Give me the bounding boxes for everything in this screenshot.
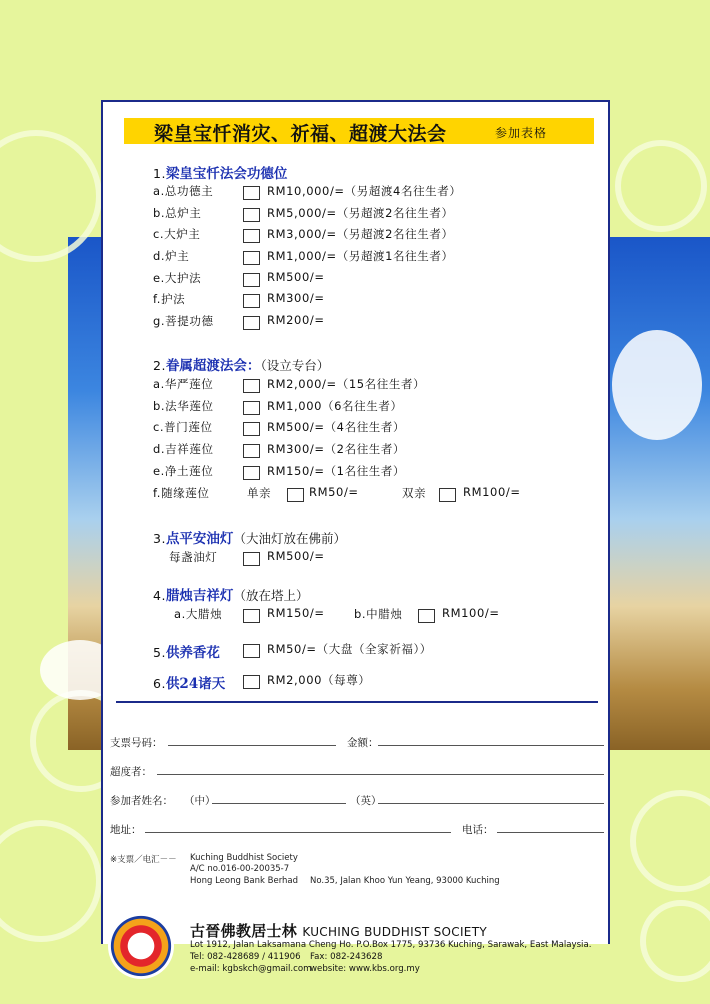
checkbox[interactable] xyxy=(243,552,260,566)
item-label: c.大炉主 xyxy=(153,227,201,241)
bank-name: Hong Leong Bank Berhad xyxy=(190,876,299,886)
chinese-name-field[interactable] xyxy=(212,803,346,804)
organization-website: website: www.kbs.org.my xyxy=(310,964,420,974)
swirl-decoration xyxy=(640,900,710,982)
section-5-heading: 5.供养香花 xyxy=(153,645,220,661)
item-price: RM150/=（1名往生者） xyxy=(267,464,406,478)
item-label: g.菩提功德 xyxy=(153,314,214,328)
english-name-label: （英） xyxy=(350,795,382,807)
checkbox[interactable] xyxy=(243,675,260,689)
phone-field[interactable] xyxy=(497,832,604,833)
item-price: RM3,000/=（另超渡2名往生者） xyxy=(267,227,454,241)
account-number: A/C no.016-00-20035-7 xyxy=(190,864,290,874)
item-price: RM2,000/=（15名往生者） xyxy=(267,377,426,391)
checkbox[interactable] xyxy=(243,273,260,287)
payee: Kuching Buddhist Society xyxy=(190,853,298,863)
item-label: b.法华莲位 xyxy=(153,399,214,413)
page-subtitle: 参加表格 xyxy=(495,126,548,140)
checkbox[interactable] xyxy=(243,294,260,308)
organization-tel: Tel: 082-428689 / 411906 xyxy=(190,952,301,962)
item-price: RM200/= xyxy=(267,313,325,327)
cheque-number-field[interactable] xyxy=(168,745,336,746)
item-price: RM100/= xyxy=(442,606,500,620)
item-label: d.吉祥莲位 xyxy=(153,442,214,456)
checkbox[interactable] xyxy=(243,379,260,393)
checkbox[interactable] xyxy=(243,208,260,222)
page-title: 梁皇宝忏消灾、祈福、超渡大法会 xyxy=(154,123,447,145)
item-label: d.炉主 xyxy=(153,249,190,263)
checkbox[interactable] xyxy=(243,644,260,658)
cheque-number-label: 支票号码： xyxy=(110,737,163,749)
checkbox[interactable] xyxy=(243,466,260,480)
organization-name: 古晉佛教居士林 KUCHING BUDDHIST SOCIETY xyxy=(190,922,487,940)
swirl-decoration xyxy=(615,140,707,232)
section-4-heading: 4.腊烛吉祥灯（放在塔上） xyxy=(153,588,309,604)
address-field[interactable] xyxy=(145,832,451,833)
item-label: f.随缘莲位 xyxy=(153,486,210,500)
checkbox[interactable] xyxy=(418,609,435,623)
item-label: c.普门莲位 xyxy=(153,420,213,434)
organization-address: Lot 1912, Jalan Laksamana Cheng Ho. P.O.Box 1775, 93736 Kuching, Sarawak, East Malaysia. xyxy=(190,940,592,950)
item-price: RM10,000/=（另超渡4名往生者） xyxy=(267,184,462,198)
item-label: b.总炉主 xyxy=(153,206,202,220)
checkbox[interactable] xyxy=(243,401,260,415)
cloud-decoration xyxy=(612,330,702,440)
checkbox[interactable] xyxy=(243,186,260,200)
checkbox[interactable] xyxy=(243,316,260,330)
item-price: RM150/= xyxy=(267,606,325,620)
item-price: RM300/= xyxy=(267,291,325,305)
english-name-field[interactable] xyxy=(378,803,604,804)
chinese-name-label: （中） xyxy=(184,795,216,807)
amount-field[interactable] xyxy=(378,745,604,746)
item-price: RM500/=（4名往生者） xyxy=(267,420,406,434)
item-label: 每盏油灯 xyxy=(169,550,218,564)
checkbox[interactable] xyxy=(439,488,456,502)
item-label: a.华严莲位 xyxy=(153,377,214,391)
item-label: f.护法 xyxy=(153,292,186,306)
checkbox[interactable] xyxy=(243,422,260,436)
address-label: 地址： xyxy=(110,824,142,836)
item-price: RM50/= xyxy=(309,485,359,499)
swirl-decoration xyxy=(0,820,102,942)
bank-address: No.35, Jalan Khoo Yun Yeang, 93000 Kuching xyxy=(310,876,500,886)
item-price: RM5,000/=（另超渡2名往生者） xyxy=(267,206,454,220)
divider xyxy=(116,701,598,703)
participant-label: 参加者姓名： xyxy=(110,795,173,807)
checkbox[interactable] xyxy=(243,609,260,623)
item-price: RM500/= xyxy=(267,270,325,284)
item-label: b.中腊烛 xyxy=(354,607,403,621)
item-price: RM50/=（大盘（全家祈福）） xyxy=(267,642,432,656)
checkbox[interactable] xyxy=(243,251,260,265)
single-parent-label: 单亲 xyxy=(247,486,272,500)
section-1-heading: 1.梁皇宝忏法会功德位 xyxy=(153,166,288,182)
item-label: a.大腊烛 xyxy=(174,607,223,621)
dharma-wheel-icon: 卍 xyxy=(133,937,149,955)
deceased-label: 超度者： xyxy=(110,766,152,778)
item-price: RM500/= xyxy=(267,549,325,563)
checkbox[interactable] xyxy=(243,444,260,458)
phone-label: 电话： xyxy=(462,824,494,836)
swirl-decoration xyxy=(630,790,710,892)
item-label: e.大护法 xyxy=(153,271,202,285)
checkbox[interactable] xyxy=(287,488,304,502)
checkbox[interactable] xyxy=(243,229,260,243)
item-price: RM100/= xyxy=(463,485,521,499)
section-2-heading: 2.眷属超渡法会：（设立专台） xyxy=(153,358,330,374)
section-3-heading: 3.点平安油灯（大油灯放在佛前） xyxy=(153,531,346,547)
item-price: RM1,000（6名往生者） xyxy=(267,399,403,413)
section-6-heading: 6.供24诸天 xyxy=(153,676,226,692)
organization-fax: Fax: 082-243628 xyxy=(310,952,383,962)
payment-label: ※支票／电汇－－ xyxy=(110,855,177,865)
item-label: a.总功德主 xyxy=(153,184,214,198)
organization-email: e-mail: kgbskch@gmail.com xyxy=(190,964,312,974)
item-price: RM300/=（2名往生者） xyxy=(267,442,406,456)
amount-label: 金额： xyxy=(347,737,379,749)
item-price: RM1,000/=（另超渡1名往生者） xyxy=(267,249,454,263)
item-price: RM2,000（每尊） xyxy=(267,673,371,687)
item-label: e.净土莲位 xyxy=(153,464,214,478)
deceased-field[interactable] xyxy=(157,774,604,775)
both-parents-label: 双亲 xyxy=(402,486,427,500)
